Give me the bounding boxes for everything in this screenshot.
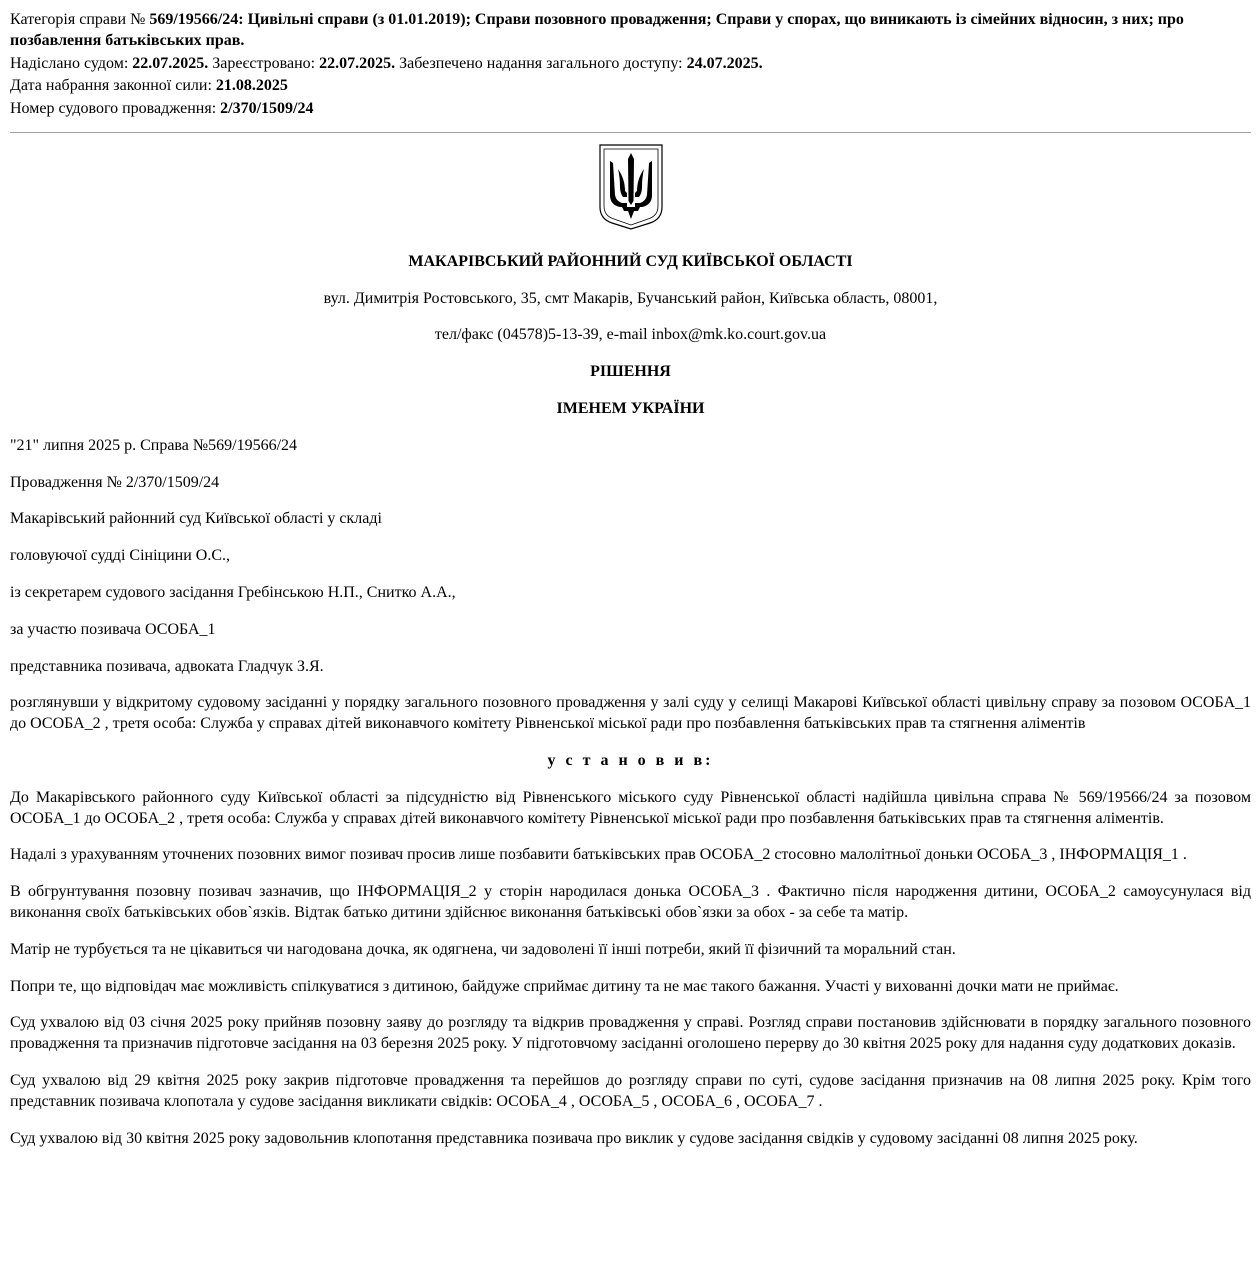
proceeding-label: Номер судового провадження:	[10, 100, 221, 118]
court-name: МАКАРІВСЬКИЙ РАЙОННИЙ СУД КИЇВСЬКОЇ ОБЛАСТІ	[408, 252, 853, 270]
decision-subtitle: ІМЕНЕМ УКРАЇНИ	[556, 399, 705, 417]
body-paragraph: Надалі з урахуванням уточнених позовних вимог позивач просив лише позбавити батьківських прав ОСОБА_2 стосовно малолітньої доньки ОСОБА_3 , ІНФОРМАЦІЯ_1 .	[10, 846, 1187, 864]
body-paragraph: До Макарівського районного суду Київської області за підсудністю від Рівненського міського суду Рівненської області надійшла цивільна справа № 569/19566/24 за позовом ОСОБА_1 до ОСОБА_2 , третя особа: Служба у справах дітей виконавчого комітету Рівненської міської ради про позбавлення батьківських прав та стягнення аліментів.	[10, 788, 1251, 827]
access-date: 24.07.2025.	[686, 54, 763, 72]
case-category-label: Категорія справи №	[10, 11, 150, 28]
intro-judge: головуючої судді Сініцини О.С.,	[10, 547, 230, 565]
intro-proceeding: Провадження № 2/370/1509/24	[10, 473, 220, 491]
proceeding-number: 2/370/1509/24	[220, 100, 314, 118]
emblem-container	[10, 143, 1251, 238]
case-category-value: 569/19566/24: Цивільні справи (з 01.01.2019); Справи позовного провадження; Справи у спорах, що виникають із сімейних відносин, з них; про позбавлення батьківських прав.	[10, 11, 1184, 49]
intro-date-case: "21" липня 2025 р. Справа №569/19566/24	[10, 436, 298, 454]
registered-label: Зареєстровано:	[208, 54, 320, 72]
decision-title: РІШЕННЯ	[590, 363, 671, 381]
intro-secretary: із секретарем судового засідання Гребінською Н.П., Снитко А.А.,	[10, 583, 456, 601]
body-paragraph: Суд ухвалою від 29 квітня 2025 року закрив підготовче провадження та перейшов до розгляду справи по суті, судове засідання призначив на 08 липня 2025 року. Крім того представник позивача клопотала у судове засідання викликати свідків: ОСОБА_4 , ОСОБА_5 , ОСОБА_6 , ОСОБА_7 .	[10, 1071, 1251, 1110]
tryzub-emblem-icon	[598, 143, 664, 231]
established-heading: у с т а н о в и в:	[547, 751, 714, 769]
considered-paragraph: розглянувши у відкритому судовому засіданні у порядку загального позовного провадження у залі суду у селищі Макарові Київської області цивільну справу за позовом ОСОБА_1 до ОСОБА_2 , третя особа: Служба у справах дітей виконавчого комітету Рівненської міської ради про позбавлення батьківських прав та стягнення аліментів	[10, 694, 1251, 733]
case-category	[10, 10, 1251, 52]
access-label: Забезпечено надання загального доступу:	[395, 54, 687, 72]
proceeding-number-line	[10, 99, 1251, 120]
intro-court-composition: Макарівський районний суд Київської області у складі	[10, 510, 382, 528]
sent-label: Надіслано судом:	[10, 54, 133, 72]
body-paragraph: Матір не турбується та не цікавиться чи нагодована дочка, як одягнена, чи задоволені її інші потреби, який її фізичний та моральний стан.	[10, 940, 956, 958]
court-contacts: тел/факс (04578)5-13-39, e-mail inbox@mk.ko.court.gov.ua	[434, 326, 827, 344]
intro-plaintiff: за участю позивача ОСОБА_1	[10, 620, 216, 638]
body-paragraph: В обгрунтування позовну позивач зазначив, що ІНФОРМАЦІЯ_2 у сторін народилася донька ОСОБА_3 . Фактично після народження дитини, ОСОБА_2 самоусунулася від виконання своїх батьківських обов`язків. Відтак батько дитини здійснює виконання батьківські обов`язки за обох - за себе та матір.	[10, 883, 1251, 921]
body-paragraph: Попри те, що відповідач має можливість спілкуватися з дитиною, байдуже сприймає дитину та не має такого бажання. Участі у вихованні дочки мати не приймає.	[10, 977, 1119, 995]
registered-date: 22.07.2025.	[319, 54, 396, 72]
effective-date-line	[10, 76, 1251, 97]
effective-date: 21.08.2025	[215, 77, 288, 95]
court-address: вул. Димитрія Ростовського, 35, смт Макарів, Бучанський район, Київська область, 08001,	[323, 289, 938, 307]
sent-date: 22.07.2025.	[132, 54, 209, 72]
case-dates	[10, 54, 1251, 75]
effective-label: Дата набрання законної сили:	[10, 77, 216, 95]
header-divider	[10, 132, 1251, 133]
body-paragraph: Суд ухвалою від 03 січня 2025 року прийняв позовну заяву до розгляду та відкрив провадження у справі. Розгляд справи постановив здійснювати в порядку загального позовного провадження та призначив підготовче засідання на 03 березня 2025 року. У підготовчому засіданні оголошено перерву до 30 квітня 2025 року для надання суду додаткових доказів.	[10, 1014, 1251, 1053]
intro-representative: представника позивача, адвоката Гладчук З.Я.	[10, 657, 324, 675]
body-paragraph: Суд ухвалою від 30 квітня 2025 року задовольнив клопотання представника позивача про виклик у судове засідання свідків у судовому засіданні 08 липня 2025 року.	[10, 1129, 1138, 1147]
